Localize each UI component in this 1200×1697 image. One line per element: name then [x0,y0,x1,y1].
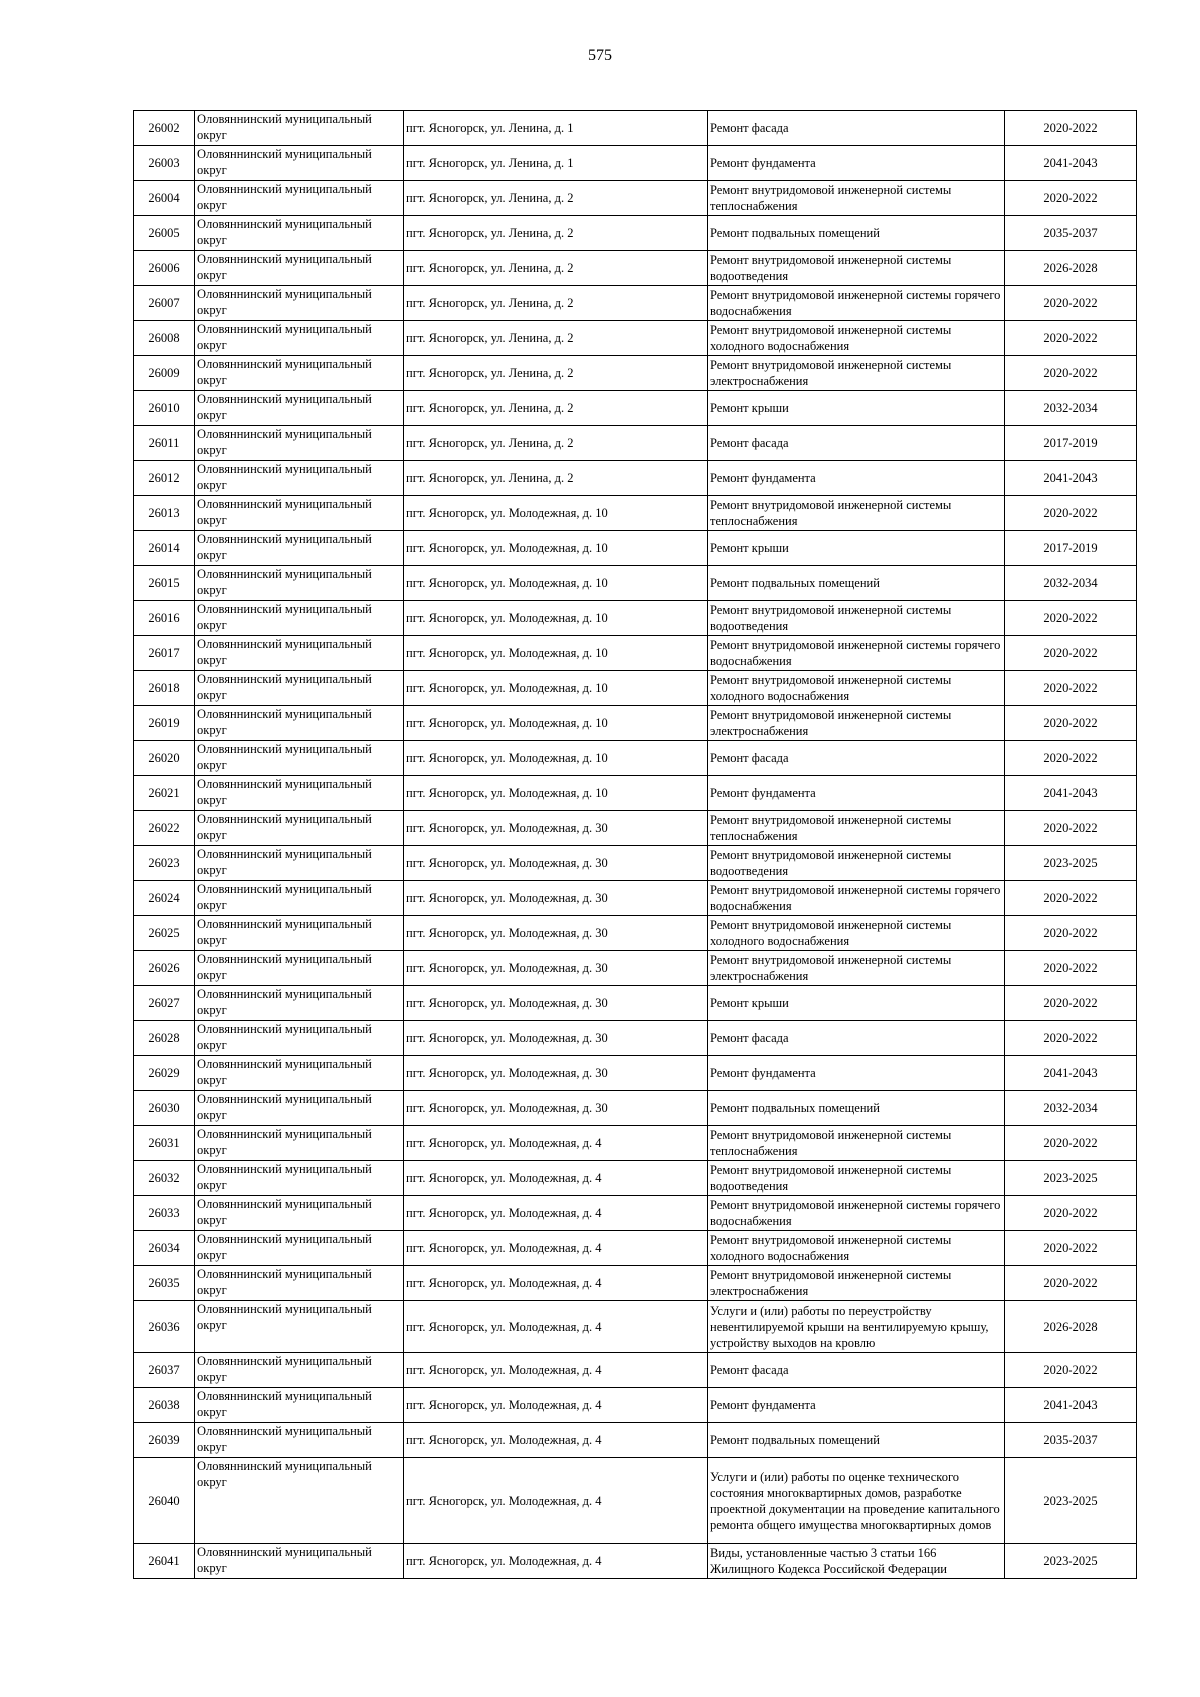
row-work-type: Ремонт фасада [708,426,1005,461]
table-row [134,881,1137,916]
row-address: пгт. Ясногорск, ул. Молодежная, д. 30 [404,1021,708,1056]
row-period: 2035-2037 [1005,1423,1137,1458]
table-row [134,811,1137,846]
row-work-type: Ремонт внутридомовой инженерной системы горячего водоснабжения [708,636,1005,671]
row-id: 26020 [134,741,195,776]
row-id: 26032 [134,1161,195,1196]
row-period: 2020-2022 [1005,741,1137,776]
row-id: 26026 [134,951,195,986]
row-work-type: Ремонт фундамента [708,146,1005,181]
row-id: 26014 [134,531,195,566]
row-period: 2020-2022 [1005,1231,1137,1266]
row-period: 2020-2022 [1005,1126,1137,1161]
row-work-type: Ремонт фасада [708,111,1005,146]
row-id: 26027 [134,986,195,1021]
row-id: 26034 [134,1231,195,1266]
row-work-type: Ремонт внутридомовой инженерной системы водоотведения [708,846,1005,881]
row-work-type: Ремонт внутридомовой инженерной системы холодного водоснабжения [708,671,1005,706]
row-address: пгт. Ясногорск, ул. Молодежная, д. 30 [404,811,708,846]
table-row [134,1353,1137,1388]
row-work-type: Ремонт фасада [708,1353,1005,1388]
row-district: Оловяннинский муниципальный округ [195,601,404,636]
row-district: Оловяннинский муниципальный округ [195,1056,404,1091]
row-work-type: Ремонт фасада [708,741,1005,776]
row-period: 2041-2043 [1005,146,1137,181]
row-address: пгт. Ясногорск, ул. Молодежная, д. 4 [404,1301,708,1353]
row-work-type: Ремонт подвальных помещений [708,216,1005,251]
row-address: пгт. Ясногорск, ул. Молодежная, д. 10 [404,741,708,776]
row-id: 26021 [134,776,195,811]
row-period: 2020-2022 [1005,1266,1137,1301]
row-district: Оловяннинский муниципальный округ [195,1266,404,1301]
table-row [134,741,1137,776]
row-period: 2020-2022 [1005,951,1137,986]
row-district: Оловяннинский муниципальный округ [195,216,404,251]
row-address: пгт. Ясногорск, ул. Ленина, д. 2 [404,321,708,356]
row-work-type: Ремонт фундамента [708,1056,1005,1091]
row-id: 26033 [134,1196,195,1231]
row-work-type: Ремонт крыши [708,986,1005,1021]
row-work-type: Ремонт внутридомовой инженерной системы теплоснабжения [708,811,1005,846]
row-work-type: Ремонт внутридомовой инженерной системы холодного водоснабжения [708,1231,1005,1266]
row-period: 2026-2028 [1005,1301,1137,1353]
row-district: Оловяннинский муниципальный округ [195,671,404,706]
row-work-type: Ремонт внутридомовой инженерной системы электроснабжения [708,951,1005,986]
row-id: 26022 [134,811,195,846]
row-period: 2020-2022 [1005,636,1137,671]
table-row [134,1126,1137,1161]
row-district: Оловяннинский муниципальный округ [195,1388,404,1423]
row-work-type: Ремонт фундамента [708,1388,1005,1423]
row-work-type: Ремонт фундамента [708,461,1005,496]
row-district: Оловяннинский муниципальный округ [195,321,404,356]
row-period: 2023-2025 [1005,1544,1137,1579]
row-address: пгт. Ясногорск, ул. Молодежная, д. 10 [404,636,708,671]
row-address: пгт. Ясногорск, ул. Молодежная, д. 4 [404,1458,708,1544]
row-work-type: Виды, установленные частью 3 статьи 166 Жилищного Кодекса Российской Федерации [708,1544,1005,1579]
row-address: пгт. Ясногорск, ул. Ленина, д. 2 [404,181,708,216]
row-period: 2020-2022 [1005,601,1137,636]
table-row [134,1056,1137,1091]
row-id: 26029 [134,1056,195,1091]
row-address: пгт. Ясногорск, ул. Молодежная, д. 30 [404,1091,708,1126]
row-address: пгт. Ясногорск, ул. Ленина, д. 1 [404,111,708,146]
row-period: 2017-2019 [1005,531,1137,566]
row-work-type: Услуги и (или) работы по переустройству невентилируемой крыши на вентилируемую крышу, устройству выходов на кровлю [708,1301,1005,1353]
row-district: Оловяннинский муниципальный округ [195,1161,404,1196]
row-address: пгт. Ясногорск, ул. Молодежная, д. 4 [404,1161,708,1196]
row-id: 26009 [134,356,195,391]
row-period: 2032-2034 [1005,1091,1137,1126]
table-row [134,986,1137,1021]
row-period: 2020-2022 [1005,321,1137,356]
row-period: 2020-2022 [1005,496,1137,531]
row-district: Оловяннинский муниципальный округ [195,356,404,391]
table-row [134,461,1137,496]
row-district: Оловяннинский муниципальный округ [195,1353,404,1388]
row-address: пгт. Ясногорск, ул. Молодежная, д. 30 [404,881,708,916]
row-district: Оловяннинский муниципальный округ [195,776,404,811]
row-id: 26011 [134,426,195,461]
row-work-type: Ремонт внутридомовой инженерной системы электроснабжения [708,706,1005,741]
row-district: Оловяннинский муниципальный округ [195,391,404,426]
row-period: 2023-2025 [1005,1458,1137,1544]
row-district: Оловяннинский муниципальный округ [195,111,404,146]
table-row [134,1266,1137,1301]
table-row [134,321,1137,356]
row-period: 2041-2043 [1005,776,1137,811]
row-work-type: Ремонт внутридомовой инженерной системы холодного водоснабжения [708,321,1005,356]
row-id: 26041 [134,1544,195,1579]
row-address: пгт. Ясногорск, ул. Ленина, д. 2 [404,356,708,391]
row-period: 2023-2025 [1005,846,1137,881]
row-address: пгт. Ясногорск, ул. Молодежная, д. 10 [404,531,708,566]
row-id: 26024 [134,881,195,916]
row-work-type: Ремонт внутридомовой инженерной системы горячего водоснабжения [708,1196,1005,1231]
row-id: 26035 [134,1266,195,1301]
row-address: пгт. Ясногорск, ул. Молодежная, д. 30 [404,1056,708,1091]
table-row [134,1544,1137,1579]
table-row [134,1301,1137,1353]
row-id: 26040 [134,1458,195,1544]
row-period: 2020-2022 [1005,881,1137,916]
table-row [134,531,1137,566]
row-address: пгт. Ясногорск, ул. Молодежная, д. 4 [404,1126,708,1161]
row-district: Оловяннинский муниципальный округ [195,251,404,286]
table-row [134,951,1137,986]
row-id: 26012 [134,461,195,496]
row-work-type: Ремонт крыши [708,391,1005,426]
row-work-type: Ремонт внутридомовой инженерной системы теплоснабжения [708,181,1005,216]
row-address: пгт. Ясногорск, ул. Молодежная, д. 10 [404,776,708,811]
table-row [134,636,1137,671]
row-district: Оловяннинский муниципальный округ [195,1301,404,1353]
row-district: Оловяннинский муниципальный округ [195,811,404,846]
row-district: Оловяннинский муниципальный округ [195,881,404,916]
row-district: Оловяннинский муниципальный округ [195,1458,404,1544]
row-id: 26018 [134,671,195,706]
row-period: 2020-2022 [1005,986,1137,1021]
row-district: Оловяннинский муниципальный округ [195,706,404,741]
row-period: 2020-2022 [1005,1353,1137,1388]
row-period: 2035-2037 [1005,216,1137,251]
row-district: Оловяннинский муниципальный округ [195,496,404,531]
row-id: 26013 [134,496,195,531]
row-work-type: Ремонт внутридомовой инженерной системы теплоснабжения [708,1126,1005,1161]
row-id: 26019 [134,706,195,741]
row-id: 26010 [134,391,195,426]
table-row [134,566,1137,601]
row-address: пгт. Ясногорск, ул. Молодежная, д. 4 [404,1231,708,1266]
row-period: 2041-2043 [1005,1056,1137,1091]
row-period: 2020-2022 [1005,706,1137,741]
row-address: пгт. Ясногорск, ул. Молодежная, д. 30 [404,846,708,881]
table-row [134,916,1137,951]
row-address: пгт. Ясногорск, ул. Молодежная, д. 4 [404,1388,708,1423]
row-district: Оловяннинский муниципальный округ [195,741,404,776]
row-work-type: Ремонт фундамента [708,776,1005,811]
table-row [134,181,1137,216]
row-district: Оловяннинский муниципальный округ [195,636,404,671]
row-address: пгт. Ясногорск, ул. Ленина, д. 2 [404,461,708,496]
row-district: Оловяннинский муниципальный округ [195,531,404,566]
table-row [134,146,1137,181]
table-row [134,1388,1137,1423]
row-id: 26039 [134,1423,195,1458]
row-district: Оловяннинский муниципальный округ [195,1126,404,1161]
row-address: пгт. Ясногорск, ул. Ленина, д. 1 [404,146,708,181]
row-period: 2020-2022 [1005,286,1137,321]
table-row [134,1196,1137,1231]
row-id: 26004 [134,181,195,216]
table-row [134,496,1137,531]
table-row [134,111,1137,146]
row-address: пгт. Ясногорск, ул. Молодежная, д. 4 [404,1353,708,1388]
row-district: Оловяннинский муниципальный округ [195,566,404,601]
table-row [134,426,1137,461]
table-row [134,846,1137,881]
table-row [134,1423,1137,1458]
row-district: Оловяннинский муниципальный округ [195,986,404,1021]
row-period: 2041-2043 [1005,461,1137,496]
row-district: Оловяннинский муниципальный округ [195,426,404,461]
row-work-type: Ремонт внутридомовой инженерной системы горячего водоснабжения [708,881,1005,916]
row-district: Оловяннинский муниципальный округ [195,1423,404,1458]
row-id: 26006 [134,251,195,286]
row-work-type: Ремонт внутридомовой инженерной системы электроснабжения [708,356,1005,391]
row-id: 26007 [134,286,195,321]
row-id: 26008 [134,321,195,356]
row-district: Оловяннинский муниципальный округ [195,1091,404,1126]
row-district: Оловяннинский муниципальный округ [195,146,404,181]
row-period: 2017-2019 [1005,426,1137,461]
row-work-type: Ремонт внутридомовой инженерной системы электроснабжения [708,1266,1005,1301]
row-district: Оловяннинский муниципальный округ [195,846,404,881]
table-row [134,286,1137,321]
table-row [134,216,1137,251]
row-district: Оловяннинский муниципальный округ [195,1196,404,1231]
row-address: пгт. Ясногорск, ул. Молодежная, д. 4 [404,1266,708,1301]
row-address: пгт. Ясногорск, ул. Молодежная, д. 4 [404,1423,708,1458]
row-id: 26037 [134,1353,195,1388]
repair-schedule-table [133,110,1137,1579]
row-work-type: Ремонт внутридомовой инженерной системы водоотведения [708,251,1005,286]
row-district: Оловяннинский муниципальный округ [195,916,404,951]
row-address: пгт. Ясногорск, ул. Молодежная, д. 30 [404,986,708,1021]
row-address: пгт. Ясногорск, ул. Молодежная, д. 10 [404,671,708,706]
row-work-type: Ремонт внутридомовой инженерной системы водоотведения [708,1161,1005,1196]
row-id: 26016 [134,601,195,636]
row-work-type: Ремонт подвальных помещений [708,1091,1005,1126]
table-row [134,601,1137,636]
row-period: 2041-2043 [1005,1388,1137,1423]
table-row [134,251,1137,286]
row-id: 26030 [134,1091,195,1126]
row-period: 2026-2028 [1005,251,1137,286]
row-period: 2032-2034 [1005,566,1137,601]
table-row [134,1021,1137,1056]
row-id: 26002 [134,111,195,146]
row-period: 2020-2022 [1005,916,1137,951]
row-address: пгт. Ясногорск, ул. Ленина, д. 2 [404,426,708,461]
row-work-type: Ремонт внутридомовой инженерной системы теплоснабжения [708,496,1005,531]
table-row [134,1091,1137,1126]
row-period: 2020-2022 [1005,356,1137,391]
table-row [134,1231,1137,1266]
table-row [134,391,1137,426]
row-address: пгт. Ясногорск, ул. Ленина, д. 2 [404,216,708,251]
row-district: Оловяннинский муниципальный округ [195,461,404,496]
row-address: пгт. Ясногорск, ул. Молодежная, д. 30 [404,951,708,986]
row-id: 26005 [134,216,195,251]
row-district: Оловяннинский муниципальный округ [195,1021,404,1056]
row-address: пгт. Ясногорск, ул. Молодежная, д. 10 [404,496,708,531]
row-period: 2020-2022 [1005,671,1137,706]
row-id: 26036 [134,1301,195,1353]
row-address: пгт. Ясногорск, ул. Ленина, д. 2 [404,286,708,321]
row-period: 2032-2034 [1005,391,1137,426]
table-row [134,1458,1137,1544]
row-period: 2020-2022 [1005,1196,1137,1231]
page-number: 575 [588,47,612,64]
row-address: пгт. Ясногорск, ул. Молодежная, д. 4 [404,1196,708,1231]
row-period: 2020-2022 [1005,181,1137,216]
row-id: 26038 [134,1388,195,1423]
row-id: 26031 [134,1126,195,1161]
table-row [134,1161,1137,1196]
row-work-type: Ремонт крыши [708,531,1005,566]
row-id: 26025 [134,916,195,951]
row-address: пгт. Ясногорск, ул. Молодежная, д. 10 [404,601,708,636]
row-address: пгт. Ясногорск, ул. Ленина, д. 2 [404,391,708,426]
row-work-type: Услуги и (или) работы по оценке технического состояния многоквартирных домов, разработке проектной документации на проведение капитального ремонта общего имущества многоквартирных домов [708,1458,1005,1544]
row-period: 2020-2022 [1005,1021,1137,1056]
table-row [134,706,1137,741]
row-district: Оловяннинский муниципальный округ [195,1544,404,1579]
row-district: Оловяннинский муниципальный округ [195,286,404,321]
row-address: пгт. Ясногорск, ул. Ленина, д. 2 [404,251,708,286]
row-work-type: Ремонт фасада [708,1021,1005,1056]
row-address: пгт. Ясногорск, ул. Молодежная, д. 4 [404,1544,708,1579]
row-period: 2023-2025 [1005,1161,1137,1196]
row-district: Оловяннинский муниципальный округ [195,1231,404,1266]
row-id: 26028 [134,1021,195,1056]
table-row [134,356,1137,391]
row-address: пгт. Ясногорск, ул. Молодежная, д. 10 [404,706,708,741]
row-address: пгт. Ясногорск, ул. Молодежная, д. 30 [404,916,708,951]
row-id: 26003 [134,146,195,181]
row-id: 26023 [134,846,195,881]
row-work-type: Ремонт внутридомовой инженерной системы горячего водоснабжения [708,286,1005,321]
row-period: 2020-2022 [1005,111,1137,146]
table-row [134,671,1137,706]
row-id: 26015 [134,566,195,601]
row-id: 26017 [134,636,195,671]
row-address: пгт. Ясногорск, ул. Молодежная, д. 10 [404,566,708,601]
row-district: Оловяннинский муниципальный округ [195,951,404,986]
row-work-type: Ремонт внутридомовой инженерной системы холодного водоснабжения [708,916,1005,951]
row-work-type: Ремонт внутридомовой инженерной системы водоотведения [708,601,1005,636]
table-row [134,776,1137,811]
row-work-type: Ремонт подвальных помещений [708,1423,1005,1458]
row-period: 2020-2022 [1005,811,1137,846]
row-work-type: Ремонт подвальных помещений [708,566,1005,601]
row-district: Оловяннинский муниципальный округ [195,181,404,216]
